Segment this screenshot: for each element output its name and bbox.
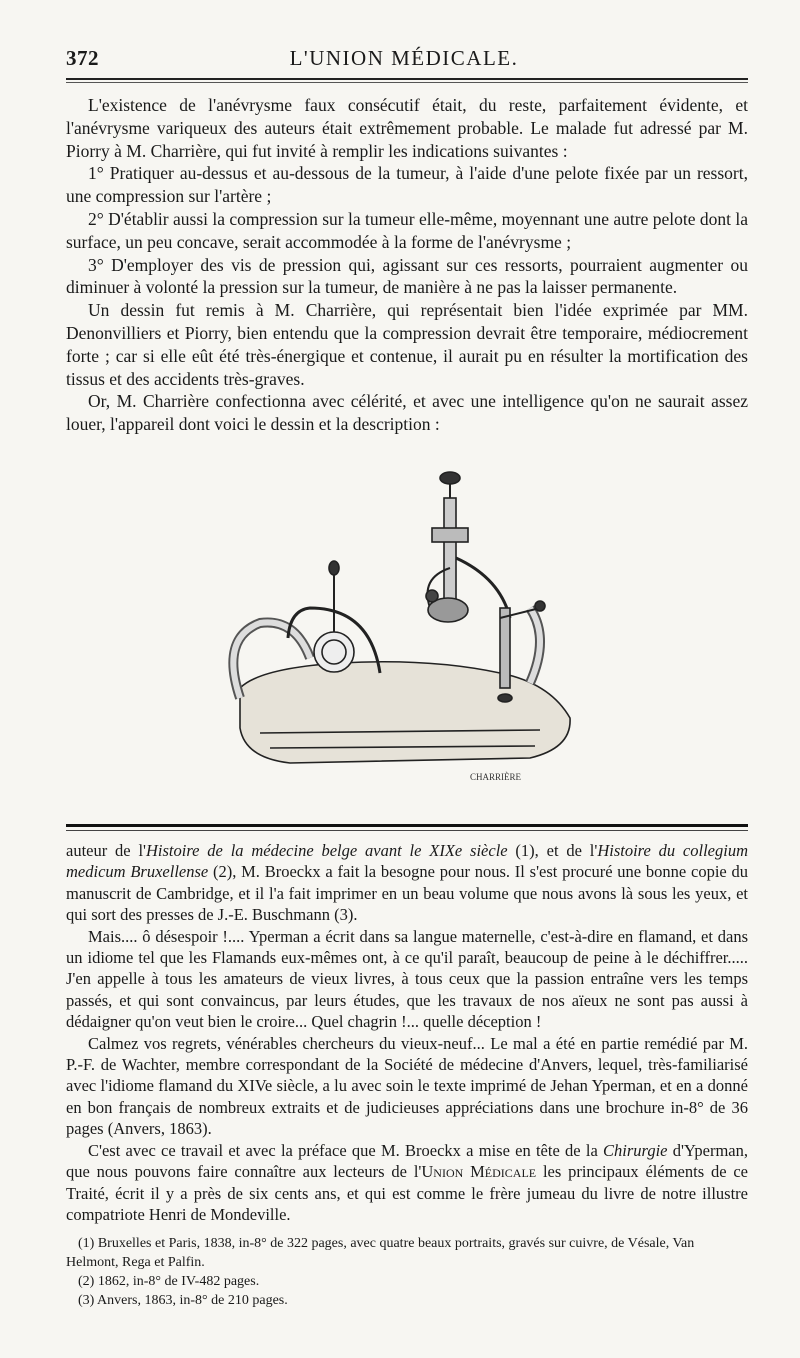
book-title: Histoire du collegium medicum Bruxellense	[66, 841, 748, 882]
text-run: (2), M. Broeckx a fait la besogne pour nous. Il s'est procuré une bonne copie du manuscrit de Cambridge, et il l'a fait imprimer en un beau volume que nous avons là sous les yeux, et qui sort des presses de J.-E. Buschmann (3).	[66, 862, 748, 925]
paragraph: Calmez vos regrets, vénérables chercheurs du vieux-neuf... Le mal a été en partie remédié par M. P.-F. de Wachter, membre correspondant de la Société de médecine d'Anvers, lequel, très-familiarisé avec l'idiome flamand du XIVe siècle, a lu avec soin le texte imprimé de Jehan Yperman, et en a donné en bon français de nombreux extraits et de judicieuses appréciations dans une brochure in-8° de 36 pages (Anvers, 1863).	[66, 1033, 748, 1139]
footnote: (3) Anvers, 1863, in-8° de 210 pages.	[78, 1293, 288, 1308]
paragraph: 2° D'établir aussi la compression sur la tumeur elle-même, moyennant une autre pelote dont la surface, un peu concave, serait accommodée à la forme de l'anévrysme ;	[66, 208, 748, 252]
book-title: Histoire de la médecine belge avant le XIXe siècle	[146, 841, 508, 860]
paragraph: Mais.... ô désespoir !.... Yperman a écrit dans sa langue maternelle, c'est-à-dire en flamand, et dans un idiome tel que les Flamands eux-mêmes ont, à ce qu'il paraît, beaucoup de peine à le déchiffrer..... J'en appelle à tous les amateurs de vieux livres, à tous ceux que la passion entraîne vers les temps passés, et qui sont convaincus, par leurs études, que les travaux de nos aïeux ne sont pas aussi à dédaigner qu'on veut bien le croire... Quel chagrin !... quelle déception !	[66, 926, 748, 1032]
footnote: (2) 1862, in-8° de IV-482 pages.	[78, 1274, 260, 1289]
compression-apparatus-illustration	[200, 458, 600, 818]
footnotes	[66, 1234, 748, 1310]
running-title: L'UNION MÉDICALE.	[289, 46, 519, 70]
header-rule-thin	[66, 82, 748, 83]
text-run: d'Yperman, que nous pouvons faire connaître aux lecteurs de l'	[66, 1140, 748, 1182]
paragraph: L'existence de l'anévrysme faux consécutif était, du reste, parfaitement évidente, et l'anévrysme variqueux des auteurs était extrêmement probable. Le malade fut adressé par M. Piorry à M. Charrière, qui fut invité à remplir les indications suivantes :	[66, 95, 748, 161]
paragraph	[66, 840, 748, 926]
text-run: les principaux éléments de ce Traité, écrit il y a près de six cents ans, et qui est comme le frère jumeau du livre de notre illustre compatriote Henri de Mondeville.	[66, 1162, 749, 1224]
header-rule	[66, 78, 748, 80]
journal-name: Union Médicale	[421, 1162, 537, 1182]
upper-text-column	[66, 94, 748, 436]
paragraph: 3° D'employer des vis de pression qui, agissant sur ces ressorts, pourraient augmenter ou diminuer à volonté la pression sur la tumeur, de manière à ne pas la laisser permanente.	[66, 254, 748, 298]
footnote: (1) Bruxelles et Paris, 1838, in-8° de 322 pages, avec quatre beaux portraits, gravés sur cuivre, de Vésale, Van Helmont, Rega et Palfin.	[66, 1236, 695, 1270]
paragraph: 1° Pratiquer au-dessus et au-dessous de la tumeur, à l'aide d'une pelote fixée par un ressort, une compression sur l'artère ;	[66, 163, 748, 207]
page-header	[66, 44, 742, 74]
apparatus-engraving	[200, 458, 600, 818]
paragraph: Un dessin fut remis à M. Charrière, qui représentait bien l'idée exprimée par MM. Denonvilliers et Piorry, bien entendu que la compression devrait être temporaire, médiocrement forte ; car si elle eût été très-énergique et contenue, il aurait pu en résulter la mortification des tissus et des accidents très-graves.	[66, 300, 748, 389]
plate-maker-label: CHARRIÈRE	[470, 772, 522, 782]
paragraph: Or, M. Charrière confectionna avec célérité, et avec une intelligence qu'on ne saurait assez louer, l'appareil dont voici le dessin et la description :	[66, 391, 748, 435]
paragraph	[66, 1140, 748, 1226]
book-title: Chirurgie	[603, 1140, 668, 1160]
text-run: C'est avec ce travail et avec la préface que M. Broeckx a mise en tête de la	[88, 1140, 604, 1160]
page-number: 372	[66, 46, 99, 70]
text-run: (1), et de l'	[507, 841, 598, 860]
section-divider-thin	[66, 830, 748, 831]
text-run: auteur de l'	[66, 841, 147, 860]
feuilleton-text-column	[66, 840, 748, 1225]
section-divider	[66, 824, 748, 827]
